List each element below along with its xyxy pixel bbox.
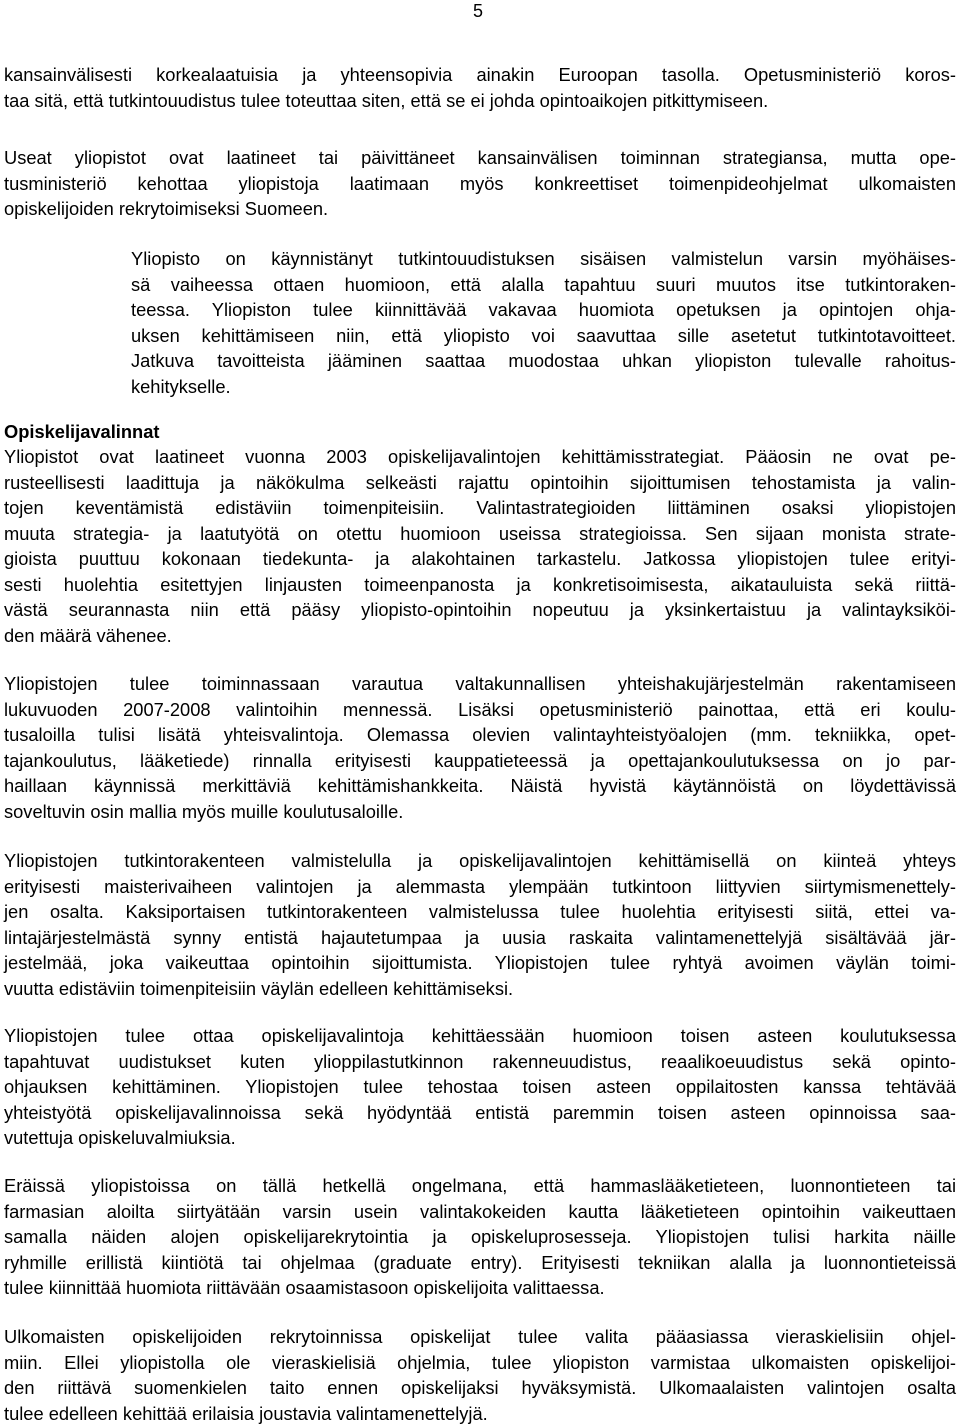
text-line: taa sitä, että tutkintouudistus tulee toteuttaa siten, että se ei johda opintoaikojen pitkittymiseen.: [4, 89, 769, 111]
text-line: sesti huolehtia esitettyjen linjausten toimeenpanosta ja konkretisoimisesta, aikatauluista sekä riittä-: [4, 573, 956, 595]
text-line: jen osalta. Kaksiportaisen tutkintorakenteen valmistelussa tulee huolehtia erityisesti siitä, ettei va-: [4, 901, 956, 922]
text-line: vutettuja opiskeluvalmiuksia.: [4, 1127, 236, 1148]
text-line: lukuvuoden 2007-2008 valintoihin mennessä. Lisäksi opetusministeriö painottaa, että eri koulu-: [4, 698, 956, 720]
text-line: ohjauksen kehittäminen. Yliopistojen tulee tehostaa toisen asteen oppilaitosten kanssa tehtävää: [4, 1076, 956, 1097]
text-line: jestelmää, joka vaikeuttaa opintoihin sijoittumista. Yliopistojen tulee ryhtyä avoimen väylän toimi-: [4, 952, 956, 973]
text-line: muuta strategia- ja laatutyötä on otettu huomioon useissa strategioissa. Sen sijaan monista strate-: [4, 522, 956, 544]
text-line: miin. Ellei yliopistolla ole vieraskielisiä ohjelmia, tulee yliopiston varmistaa ulkomaisten opiskelijoi-: [4, 1351, 956, 1373]
text-line: farmasian aloilta siirtyätään varsin usein valintakokeiden kautta lääketieteen opintoihin vaikeuttaen: [4, 1200, 956, 1222]
paragraph-5: [4, 671, 956, 824]
text-line: erityisesti maisterivaiheen valintojen ja alemmasta ylempään tutkintoon liittyvien siirtymismenettely-: [4, 875, 956, 897]
text-line: uksen kehittämiseen niin, että yliopisto voi saavuttaa sille asetetut tutkintotavoitteet.: [131, 324, 956, 346]
paragraph-2: [4, 145, 956, 222]
text-line: Yliopistot ovat laatineet vuonna 2003 opiskelijavalintojen kehittämisstrategiat. Pääosin ne ovat pe-: [4, 446, 956, 467]
text-line: Yliopistojen tulee ottaa opiskelijavalintoja kehittäessään huomioon toisen asteen koulutuksessa: [4, 1025, 956, 1046]
paragraph-1: [4, 62, 956, 113]
section-heading: Opiskelijavalinnat: [4, 421, 160, 442]
text-line: samalla näiden alojen opiskelijarekrytointia ja opiskeluprosesseja. Yliopistojen tulisi harkita näille: [4, 1226, 956, 1247]
text-line: Yliopistojen tutkintorakenteen valmistelulla ja opiskelijavalintojen kehittämisellä on kiinteä yhteys: [4, 850, 956, 871]
text-line: västä seurannasta niin että pääsy yliopisto-opintoihin nopeutuu ja yksinkertaistuu ja valintayksiköi-: [4, 599, 956, 620]
text-line: den riittävä suomenkielen taito ennen opiskelijaksi hyväksymistä. Ulkomaalaisten valintojen osalta: [4, 1377, 956, 1398]
text-line: tojen keventämistä edistäviin toimenpiteisiin. Valintastrategioiden liittäminen osaksi yliopistojen: [4, 497, 956, 518]
text-line: lintajärjestelmästä synny entistä hajautetumpaa ja uusia raskaita valintamenettelyjä sisältävää jär-: [4, 926, 956, 948]
page-number: 5: [473, 1, 484, 21]
text-line: yhteistyötä opiskelijavalinnoissa sekä hyödyntää entistä paremmin toisen asteen opinnoissa saa-: [4, 1101, 956, 1123]
paragraph-6: [4, 848, 956, 1001]
text-line: soveltuvin osin mallia myös muille koulutusaloille.: [4, 800, 404, 822]
text-line: tusministeriö kehottaa yliopistoja laatimaan myös konkreettiset toimenpideohjelmat ulkomaisten: [4, 172, 956, 194]
text-line: kehitykselle.: [131, 375, 231, 397]
text-line: gioista puuttuu kokonaan tiedekunta- ja alakohtainen tarkastelu. Jatkossa yliopistojen tulee erityi-: [4, 548, 956, 569]
text-line: Yliopistojen tulee toiminnassaan varautua valtakunnallisen yhteishakujärjestelmän rakentamiseen: [4, 673, 956, 694]
text-line: teessa. Yliopiston tulee kiinnittävää vakavaa huomiota opetuksen ja opintojen ohja-: [131, 299, 956, 320]
paragraph-4: [4, 444, 956, 648]
text-line: tulee kiinnittää huomiota riittävään osaamistasoon opiskelijoita valittaessa.: [4, 1277, 605, 1298]
text-line: Useat yliopistot ovat laatineet tai päivittäneet kansainvälisen toiminnan strategiansa, mutta ope-: [4, 147, 956, 168]
text-line: haillaan käynnissä merkittäviä kehittämishankkeita. Näistä hyvistä käytännöistä on löydettävissä: [4, 775, 956, 796]
text-line: opiskelijoiden rekrytoimiseksi Suomeen.: [4, 198, 329, 219]
text-line: ryhmille erillistä kiintiötä tai ohjelmaa (graduate entry). Erityisesti tekniikan alalla ja luonnontieteissä: [4, 1251, 956, 1273]
text-line: sä vaiheessa ottaen huomioon, että alalla tapahtuu suuri muutos itse tutkintoraken-: [131, 273, 956, 295]
text-line: kansainvälisesti korkealaatuisia ja yhteensopivia ainakin Euroopan tasolla. Opetusministeriö koros-: [4, 64, 956, 85]
text-line: tusaloilla tulisi lisätä yhteisvalintoja. Olemassa olevien valintayhteistyöalojen (mm. tekniikka, opet-: [4, 724, 956, 745]
text-line: Yliopisto on käynnistänyt tutkintouudistuksen sisäisen valmistelun varsin myöhäises-: [131, 248, 956, 269]
text-line: vuutta edistäviin toimenpiteisiin väylän edelleen kehittämiseksi.: [4, 977, 514, 999]
text-line: rusteellisesti laadittuja ja näkökulma selkeästi rajattu opintoihin sijoittumisen tehostamista ja valin-: [4, 471, 956, 493]
text-line: Ulkomaisten opiskelijoiden rekrytoinnissa opiskelijat tulee valita pääasiassa vieraskielisiin ohjel-: [4, 1326, 956, 1347]
text-line: tulee edelleen kehittää erilaisia joustavia valintamenettelyjä.: [4, 1402, 488, 1424]
paragraph-3-indented: [131, 246, 956, 399]
paragraph-9: [4, 1324, 956, 1426]
text-line: Jatkuva tavoitteista jääminen saattaa muodostaa uhkan yliopiston tulevalle rahoitus-: [131, 350, 956, 371]
text-line: Eräissä yliopistoissa on tällä hetkellä ongelmana, että hammaslääketieteen, luonnontieteen tai: [4, 1175, 956, 1196]
text-line: tapahtuvat uudistukset kuten ylioppilastutkinnon rakenneuudistus, reaalikoeuudistus sekä opinto-: [4, 1050, 956, 1072]
text-line: tajankoulutus, lääketiede) rinnalla erityisesti kauppatieteessä ja opettajankoulutuksessa on jo par-: [4, 749, 956, 771]
paragraph-7: [4, 1023, 956, 1151]
text-line: den määrä vähenee.: [4, 624, 172, 646]
paragraph-8: [4, 1173, 956, 1301]
